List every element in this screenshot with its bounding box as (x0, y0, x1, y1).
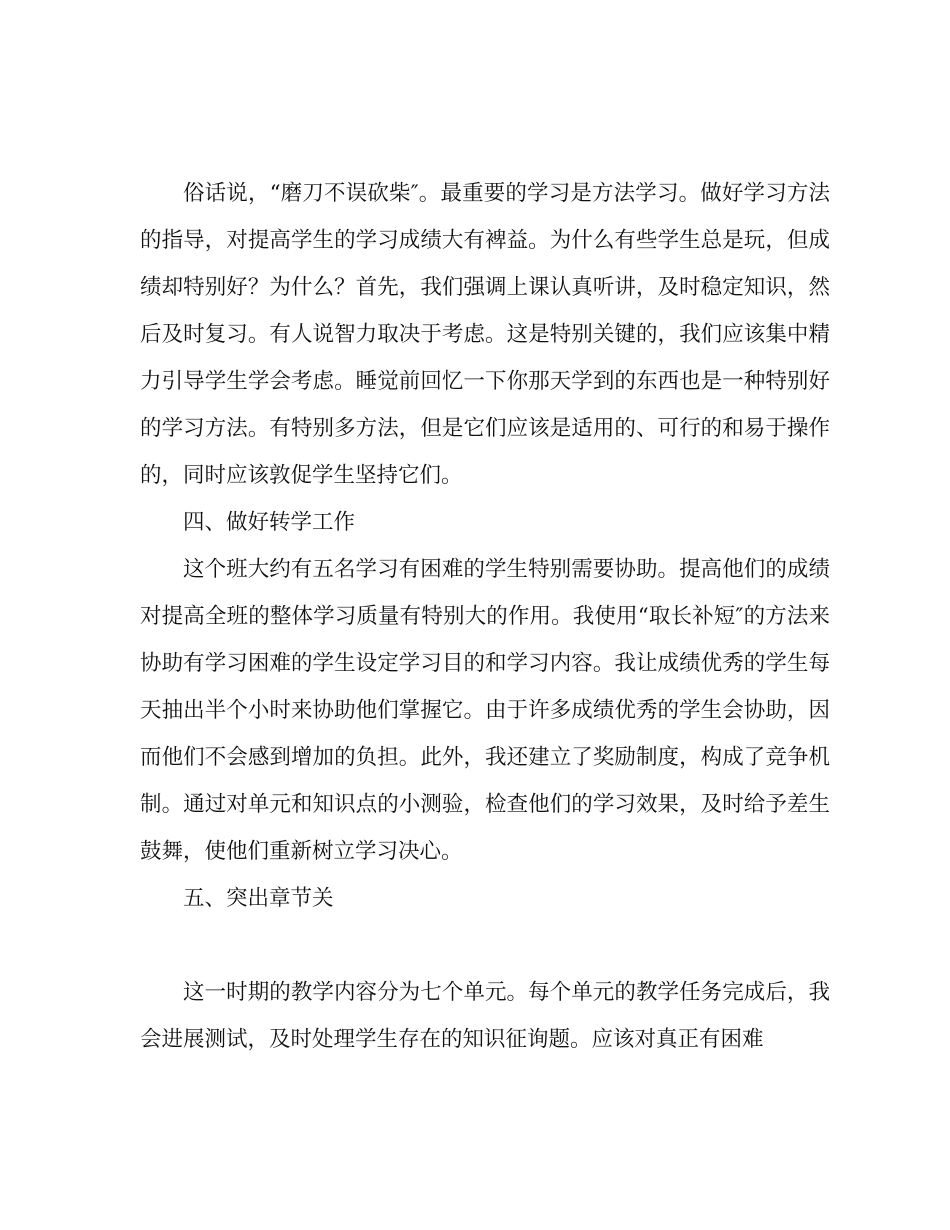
paragraph-helping-students: 这个班大约有五名学习有困难的学生特别需要协助。提高他们的成绩对提高全班的整体学习质量有特别大的作用。我使用“取长补短″的方法来协助有学习困难的学生设定学习目的和学习内容。我让成绩优秀的学生每天抽出半个小时来协助他们掌握它。由于许多成绩优秀的学生会协助，因而他们不会感到增加的负担。此外，我还建立了奖励制度，构成了竞争机制。通过对单元和知识点的小测验，检查他们的学习效果，及时给予差生鼓舞，使他们重新树立学习决心。 (140, 557, 830, 864)
section-heading-transfer-work: 四、做好转学工作 (183, 510, 356, 535)
section-heading-chapter-checks: 五、突出章节关 (183, 886, 334, 911)
paragraph-spacer (140, 922, 830, 969)
paragraph-teaching-units: 这一时期的教学内容分为七个单元。每个单元的教学任务完成后，我会进展测试，及时处理学生存在的知识征询题。应该对真正有困难 (140, 980, 830, 1052)
paragraph-study-methods: 俗话说，“磨刀不误砍柴″。最重要的学习是方法学习。做好学习方法的指导，对提高学生的学习成绩大有裨益。为什么有些学生总是玩，但成绩却特别好？为什么？首先，我们强调上课认真听讲，及时稳定知识，然后及时复习。有人说智力取决于考虑。这是特别关键的，我们应该集中精力引导学生学会考虑。睡觉前回忆一下你那天学到的东西也是一种特别好的学习方法。有特别多方法，但是它们应该是适用的、可行的和易于操作的，同时应该敦促学生坚持它们。 (140, 181, 830, 488)
document-body (140, 170, 830, 1063)
